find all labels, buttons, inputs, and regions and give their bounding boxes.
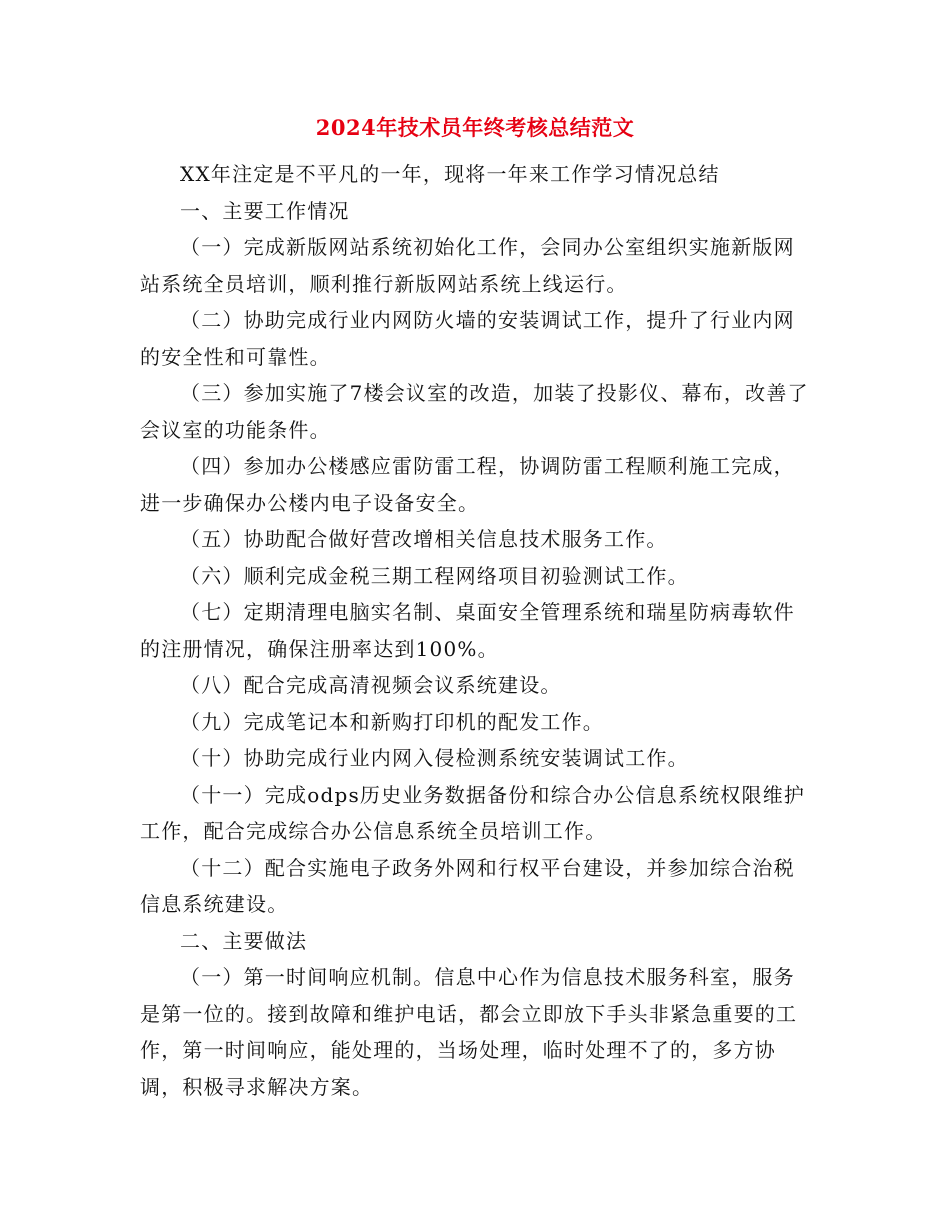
paragraph-intro: XX年注定是不平凡的一年，现将一年来工作学习情况总结 [180,162,720,186]
document-body [140,156,810,1105]
paragraph-item-7: （七）定期清理电脑实名制、桌面安全管理系统和瑞星防病毒软件的注册情况，确保注册率达到100%。 [140,600,795,661]
paragraph-item-4: （四）参加办公楼感应雷防雷工程，协调防雷工程顺利施工完成，进一步确保办公楼内电子设备安全。 [140,454,795,515]
section-heading-main-work: 一、主要工作情况 [180,198,350,223]
paragraph-item-6: （六）顺利完成金税三期工程网络项目初验测试工作。 [180,563,689,588]
paragraph-item-2: （二）协助完成行业内网防火墙的安装调试工作，提升了行业内网的安全性和可靠性。 [140,308,795,369]
paragraph-item-8: （八）配合完成高清视频会议系统建设。 [180,673,562,697]
section-heading-methods: 二、主要做法 [180,928,308,953]
paragraph-item-12: （十二）配合实施电子政务外网和行权平台建设，并参加综合治税信息系统建设。 [140,855,795,916]
paragraph-item-5: （五）协助配合做好营改增相关信息技术服务工作。 [180,527,668,551]
paragraph-item-11: （十一）完成odps历史业务数据备份和综合办公信息系统权限维护工作，配合完成综合办公信息系统全员培训工作。 [140,782,806,843]
paragraph-item-10: （十）协助完成行业内网入侵检测系统安装调试工作。 [180,746,689,770]
paragraph-item-3: （三）参加实施了7楼会议室的改造，加装了投影仪、幕布，改善了会议室的功能条件。 [140,381,809,442]
paragraph-method-1: （一）第一时间响应机制。信息中心作为信息技术服务科室，服务是第一位的。接到故障和维护电话，都会立即放下手头非紧急重要的工作，第一时间响应，能处理的，当场处理，临时处理不了的，多方协调，积极寻求解决方案。 [140,965,798,1099]
paragraph-item-9: （九）完成笔记本和新购打印机的配发工作。 [180,709,604,734]
paragraph-item-1: （一）完成新版网站系统初始化工作，会同办公室组织实施新版网站系统全员培训，顺利推行新版网站系统上线运行。 [140,235,795,296]
document-title: 2024年技术员年终考核总结范文 [315,115,635,140]
